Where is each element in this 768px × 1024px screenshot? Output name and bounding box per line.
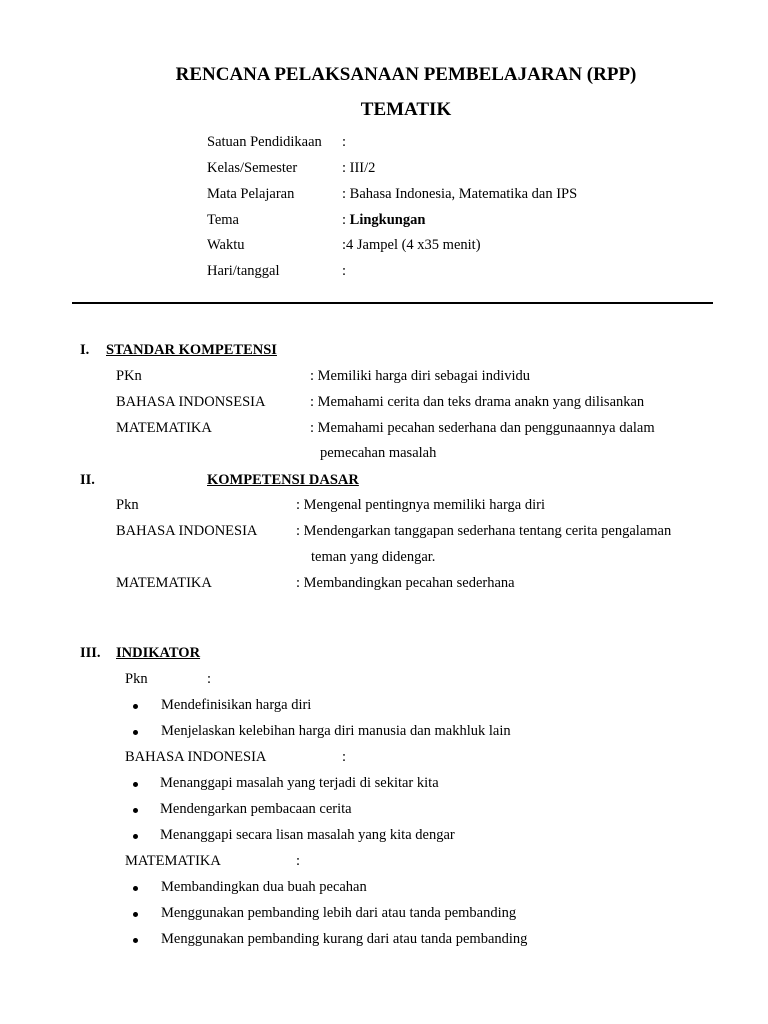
ind-item-bahasa-2: Mendengarkan pembacaan cerita (160, 801, 352, 817)
bullet-icon (133, 912, 138, 917)
ind-item-mat-3: Menggunakan pembanding kurang dari atau tanda pembanding (161, 931, 528, 947)
bullet-icon (133, 938, 138, 943)
identity-value-tema (342, 212, 425, 229)
bullet-icon (133, 782, 138, 787)
section-heading-kd: KOMPETENSI DASAR (207, 472, 359, 488)
section-number-ind: III. (80, 645, 101, 661)
section-heading-ind: INDIKATOR (116, 645, 201, 661)
document-subtitle: TEMATIK (360, 99, 452, 120)
ind-colon-pkn: : (207, 671, 212, 687)
sk-subject-matematika: MATEMATIKA (116, 420, 212, 436)
sk-text-matematika-cont: pemecahan masalah (320, 445, 437, 461)
ind-subject-bahasa: BAHASA INDONESIA (125, 749, 267, 765)
kd-subject-matematika: MATEMATIKA (116, 575, 212, 591)
identity-value-mapel: : Bahasa Indonesia, Matematika dan IPS (342, 186, 578, 202)
kd-text-bahasa-cont: teman yang didengar. (311, 549, 436, 565)
ind-colon-bahasa: : (342, 749, 347, 765)
horizontal-divider (72, 302, 713, 304)
kd-subject-bahasa: BAHASA INDONESIA (116, 523, 258, 539)
kd-text-pkn: : Mengenal pentingnya memiliki harga diri (296, 497, 545, 513)
sk-text-pkn: : Memiliki harga diri sebagai individu (310, 368, 531, 384)
kd-subject-pkn: Pkn (116, 497, 139, 513)
ind-item-pkn-2: Menjelaskan kelebihan harga diri manusia dan makhluk lain (161, 723, 511, 739)
section-number-kd: II. (80, 472, 95, 488)
ind-item-pkn-1: Mendefinisikan harga diri (161, 697, 312, 713)
bullet-icon (133, 730, 138, 735)
section-number-sk: I. (80, 342, 90, 358)
bullet-icon (133, 704, 138, 709)
identity-label-hari: Hari/tanggal (207, 263, 280, 279)
kd-text-matematika: : Membandingkan pecahan sederhana (296, 575, 515, 591)
sk-text-bahasa: : Memahami cerita dan teks drama anakn yang dilisankan (310, 394, 645, 410)
bullet-icon (133, 886, 138, 891)
bullet-icon (133, 834, 138, 839)
ind-colon-matematika: : (296, 853, 301, 869)
identity-label-tema: Tema (207, 212, 239, 228)
ind-item-bahasa-3: Menanggapi secara lisan masalah yang kita dengar (160, 827, 455, 843)
ind-item-mat-1: Membandingkan dua buah pecahan (161, 879, 367, 895)
ind-subject-matematika: MATEMATIKA (125, 853, 221, 869)
identity-label-waktu: Waktu (207, 237, 245, 253)
identity-label-kelas: Kelas/Semester (207, 160, 298, 176)
identity-label-satuan: Satuan Pendidikaan (207, 134, 322, 150)
ind-item-mat-2: Menggunakan pembanding lebih dari atau tanda pembanding (161, 905, 517, 921)
ind-subject-pkn: Pkn (125, 671, 148, 687)
sk-subject-pkn: PKn (116, 368, 142, 384)
identity-value-satuan: : (342, 134, 347, 150)
sk-text-matematika: : Memahami pecahan sederhana dan penggunaannya dalam (310, 420, 655, 436)
bullet-icon (133, 808, 138, 813)
identity-tema-bold: Lingkungan (349, 212, 426, 228)
document-title: RENCANA PELAKSANAAN PEMBELAJARAN (RPP) (175, 64, 637, 85)
identity-value-kelas: : III/2 (342, 160, 376, 176)
sk-subject-bahasa: BAHASA INDONSESIA (116, 394, 266, 410)
identity-value-hari: : (342, 263, 347, 279)
kd-text-bahasa: : Mendengarkan tanggapan sederhana tentang cerita pengalaman (296, 523, 672, 539)
ind-item-bahasa-1: Menanggapi masalah yang terjadi di sekitar kita (160, 775, 439, 791)
identity-colon-tema: : (342, 212, 350, 228)
section-heading-sk: STANDAR KOMPETENSI (106, 342, 277, 358)
identity-value-waktu: :4 Jampel (4 x35 menit) (342, 237, 481, 253)
identity-label-mapel: Mata Pelajaran (207, 186, 295, 202)
